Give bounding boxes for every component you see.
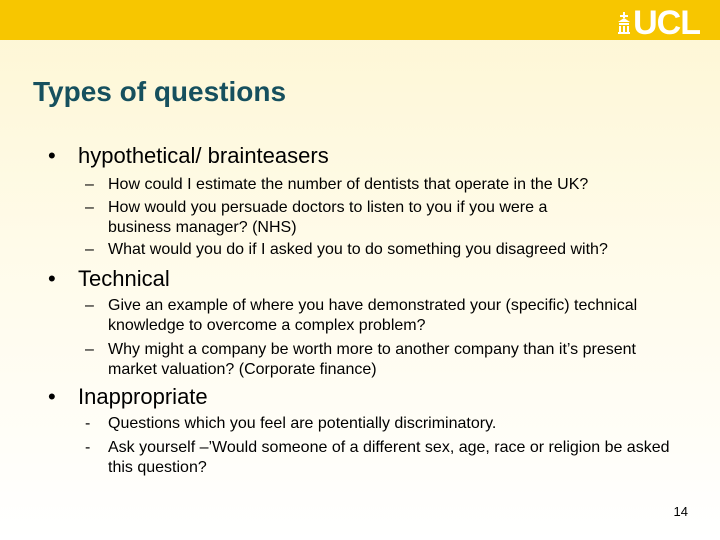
list-item-text: How could I estimate the number of dentists that operate in the UK? — [108, 176, 589, 193]
dash-marker: – — [85, 176, 94, 193]
bullet-heading: Inappropriate — [78, 384, 208, 409]
list-item-text: Questions which you feel are potentially discriminatory. — [108, 415, 497, 432]
bullet-heading: Technical — [78, 266, 170, 291]
dash-marker: – — [85, 199, 94, 216]
dash-marker: – — [85, 241, 94, 258]
page-number: 14 — [673, 504, 688, 519]
bullet-dot: • — [48, 384, 56, 409]
list-item-text: How would you persuade doctors to listen to you if you were a business manager? (NHS) — [108, 199, 548, 236]
list-item-text: What would you do if I asked you to do something you disagreed with? — [108, 241, 608, 258]
dash-marker: - — [85, 415, 91, 432]
dash-marker: – — [85, 297, 94, 314]
bullet-heading: hypothetical/ brainteasers — [78, 143, 329, 168]
list-item-text: Give an example of where you have demonstrated your (specific) technical knowledge to overcome a complex problem? — [108, 297, 638, 334]
crest-icon — [617, 12, 631, 34]
list-item-text: Why might a company be worth more to another company than it’s present market valuation? (Corporate finance) — [108, 341, 636, 378]
ucl-logo — [617, 6, 700, 40]
logo-text: UCL — [633, 4, 700, 42]
dash-marker: - — [85, 439, 91, 456]
list-item-text: Ask yourself –’Would someone of a different sex, age, race or religion be asked this question? — [108, 439, 670, 476]
bullet-dot: • — [48, 143, 56, 168]
bullet-dot: • — [48, 266, 56, 291]
dash-marker: – — [85, 341, 94, 358]
header-bar — [0, 0, 720, 40]
page-title: Types of questions — [33, 76, 287, 107]
